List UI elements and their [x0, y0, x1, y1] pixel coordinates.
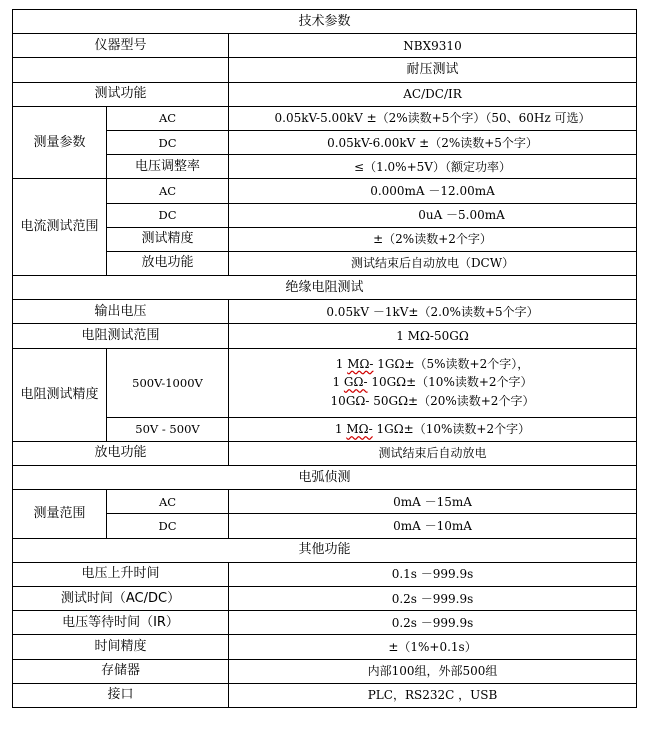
resistance-accuracy-high-value [229, 348, 637, 417]
spec-table [12, 9, 637, 708]
current-accuracy-label: 测试精度 [107, 227, 229, 251]
current-range-label: 电流测试范围 [13, 179, 107, 276]
time-accuracy-label: 时间精度 [13, 635, 229, 659]
measure-ac-label: AC [107, 106, 229, 130]
arc-ac-value: 0mA －15mA [229, 490, 637, 514]
output-voltage-label: 输出电压 [13, 300, 229, 324]
measure-ac-row [13, 106, 637, 130]
current-discharge-row [13, 251, 637, 275]
regulation-row [13, 155, 637, 179]
accuracy-line-1: 1 MΩ- 1GΩ±（5%读数+2个字）， [335, 356, 530, 371]
current-dc-value: 0uA －5.00mA [229, 203, 637, 227]
other-section-title: 其他功能 [13, 538, 637, 562]
current-ac-label: AC [107, 179, 229, 203]
regulation-label: 电压调整率 [107, 155, 229, 179]
model-label: 仪器型号 [13, 34, 229, 58]
insulation-discharge-value: 测试结束后自动放电 [229, 441, 637, 465]
arc-dc-label: DC [107, 514, 229, 538]
rise-time-value: 0.1s －999.9s [229, 562, 637, 586]
resistance-accuracy-high-label: 500V-1000V [107, 348, 229, 417]
resistance-accuracy-low-value: 1 MΩ- 1GΩ±（10%读数+2个字） [229, 417, 637, 441]
measure-dc-row [13, 130, 637, 154]
arc-section-row [13, 466, 637, 490]
time-accuracy-value: ±（1%+0.1s） [229, 635, 637, 659]
resistance-accuracy-low-row [13, 417, 637, 441]
model-value: NBX9310 [229, 34, 637, 58]
current-ac-row [13, 179, 637, 203]
model-row [13, 34, 637, 58]
measure-dc-value: 0.05kV-6.00kV ±（2%读数+5个字） [229, 130, 637, 154]
insulation-section-row [13, 276, 637, 300]
storage-label: 存储器 [13, 659, 229, 683]
current-discharge-value: 测试结束后自动放电（DCW） [229, 251, 637, 275]
table-title-row [13, 10, 637, 34]
withstand-section-blank [13, 58, 229, 82]
interface-row [13, 683, 637, 707]
accuracy-line-2-underlined: GΩ- [343, 375, 368, 390]
regulation-value: ≤（1.0%+5V）（额定功率） [229, 155, 637, 179]
test-functions-label: 测试功能 [13, 82, 229, 106]
storage-row [13, 659, 637, 683]
other-section-row [13, 538, 637, 562]
arc-ac-row [13, 490, 637, 514]
measure-params-label: 测量参数 [13, 106, 107, 179]
output-voltage-row [13, 300, 637, 324]
storage-value: 内部100组，外部500组 [229, 659, 637, 683]
current-discharge-label: 放电功能 [107, 251, 229, 275]
test-functions-row [13, 82, 637, 106]
wait-time-row [13, 611, 637, 635]
resistance-accuracy-low-label: 50V - 500V [107, 417, 229, 441]
accuracy-line-2: 1 GΩ- 10GΩ±（10%读数+2个字） [332, 375, 533, 390]
test-time-value: 0.2s －999.9s [229, 586, 637, 610]
current-dc-row [13, 203, 637, 227]
arc-dc-value: 0mA －10mA [229, 514, 637, 538]
rise-time-label: 电压上升时间 [13, 562, 229, 586]
withstand-section-title: 耐压测试 [229, 58, 637, 82]
resistance-accuracy-label: 电阻测试精度 [13, 348, 107, 441]
table-title: 技术参数 [13, 10, 637, 34]
interface-label: 接口 [13, 683, 229, 707]
test-functions-value: AC/DC/IR [229, 82, 637, 106]
wait-time-label: 电压等待时间（IR） [13, 611, 229, 635]
time-accuracy-row [13, 635, 637, 659]
wait-time-value: 0.2s －999.9s [229, 611, 637, 635]
resistance-range-row [13, 324, 637, 348]
resistance-range-value: 1 MΩ-50GΩ [229, 324, 637, 348]
accuracy-line-3: 10GΩ- 50GΩ±（20%读数+2个字） [330, 393, 535, 408]
measure-dc-label: DC [107, 130, 229, 154]
current-ac-value: 0.000mA －12.00mA [229, 179, 637, 203]
arc-dc-row [13, 514, 637, 538]
rise-time-row [13, 562, 637, 586]
resistance-range-label: 电阻测试范围 [13, 324, 229, 348]
test-time-label: 测试时间（AC/DC） [13, 586, 229, 610]
current-accuracy-value: ±（2%读数+2个字） [229, 227, 637, 251]
accuracy-low-underlined: MΩ- [346, 422, 373, 437]
arc-section-title: 电弧侦测 [13, 466, 637, 490]
accuracy-line-1-underlined: MΩ- [347, 356, 374, 371]
insulation-discharge-label: 放电功能 [13, 441, 229, 465]
measure-ac-value: 0.05kV-5.00kV ±（2%读数+5个字）（50、60Hz 可选） [229, 106, 637, 130]
resistance-accuracy-high-row [13, 348, 637, 417]
interface-value: PLC，RS232C ，USB [229, 683, 637, 707]
insulation-section-title: 绝缘电阻测试 [13, 276, 637, 300]
arc-range-label: 测量范围 [13, 490, 107, 538]
current-accuracy-row [13, 227, 637, 251]
test-time-row [13, 586, 637, 610]
arc-ac-label: AC [107, 490, 229, 514]
current-dc-label: DC [107, 203, 229, 227]
insulation-discharge-row [13, 441, 637, 465]
output-voltage-value: 0.05kV －1kV±（2.0%读数+5个字） [229, 300, 637, 324]
withstand-section-row [13, 58, 637, 82]
